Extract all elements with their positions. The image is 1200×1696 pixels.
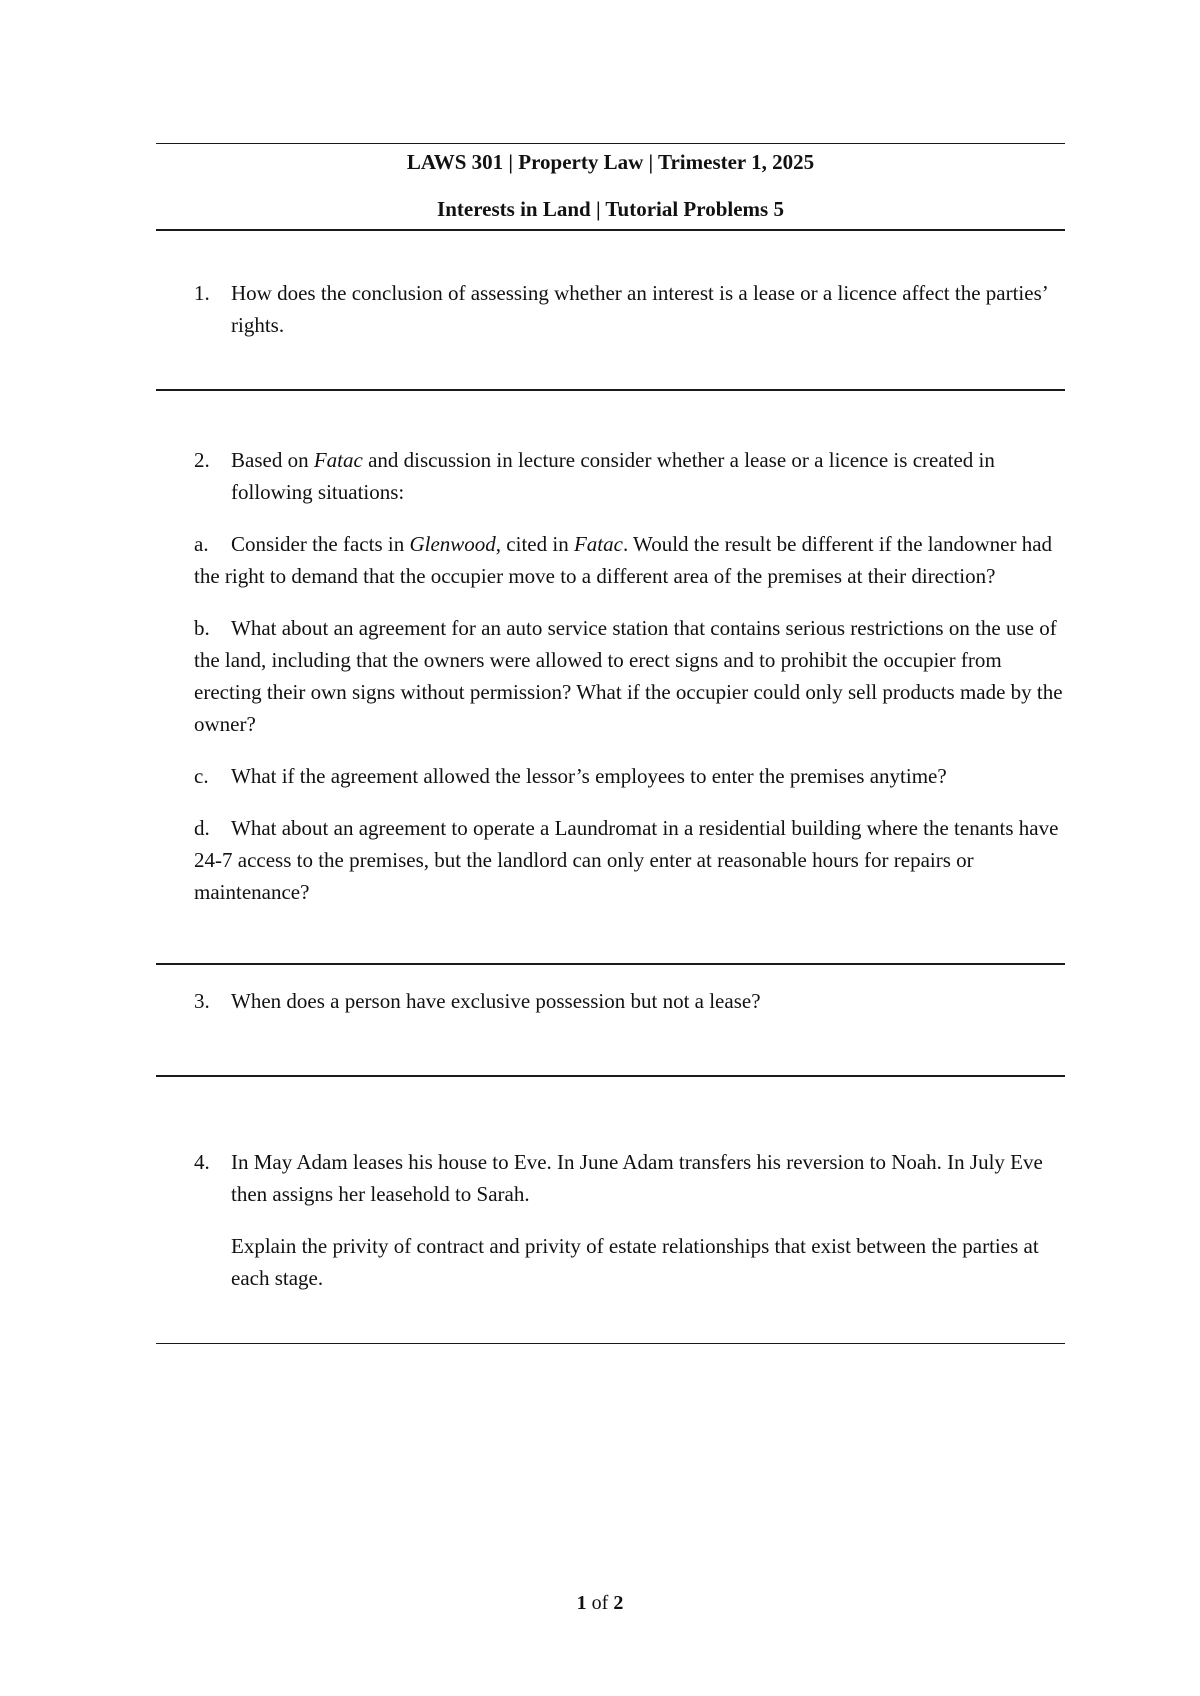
sub-question-text: What about an agreement for an auto service station that contains serious restrictions on the use of the land, including that the owners were allowed to erect signs and to prohibit the occupier from erecting their own signs without permission? What if the occupier could only sell products made by the owner?	[194, 616, 1063, 736]
course-title: LAWS 301 | Property Law | Trimester 1, 2025	[406, 150, 815, 174]
question-3	[156, 985, 1065, 1017]
question-number: 3.	[194, 989, 210, 1013]
sub-question-text: What if the agreement allowed the lessor’s employees to enter the premises anytime?	[231, 764, 947, 788]
page-number: 1 of 2	[576, 1592, 624, 1614]
top-rule	[156, 143, 1065, 144]
header-rule	[156, 229, 1065, 231]
case-name: Fatac	[573, 532, 623, 556]
case-name: Glenwood	[409, 532, 496, 556]
question-1	[156, 277, 1065, 341]
sub-question-label: c.	[194, 764, 209, 788]
section-rule	[156, 389, 1065, 391]
case-name: Fatac	[313, 448, 363, 472]
question-text: Based on Fatac and discussion in lecture consider whether a lease or a licence is created in following situations:	[231, 448, 995, 504]
sub-question-label: d.	[194, 816, 210, 840]
bottom-rule	[156, 1343, 1065, 1344]
sub-question-label: b.	[194, 616, 210, 640]
question-number: 1.	[194, 281, 210, 305]
sub-question-text: What about an agreement to operate a Laundromat in a residential building where the tenants have 24-7 access to the premises, but the landlord can only enter at reasonable hours for repairs or maintenance?	[194, 816, 1059, 904]
question-number: 4.	[194, 1150, 210, 1174]
question-text: In May Adam leases his house to Eve. In June Adam transfers his reversion to Noah. In July Eve then assigns her leasehold to Sarah.	[231, 1150, 1043, 1206]
sub-question-b	[156, 612, 1074, 740]
question-4-paragraph: Explain the privity of contract and privity of estate relationships that exist between the parties at each stage.	[231, 1234, 1039, 1290]
section-rule	[156, 1075, 1065, 1077]
tutorial-title: Interests in Land | Tutorial Problems 5	[437, 197, 784, 221]
question-text: How does the conclusion of assessing whether an interest is a lease or a licence affect the parties’ rights.	[231, 281, 1048, 337]
sub-question-a: a. Consider the facts in Glenwood, cited in Fatac. Would the result be different if the landowner had the right to demand that the occupier move to a different area of the premises at their direction?	[156, 528, 1074, 592]
document-page	[156, 143, 1065, 1344]
sub-question-c	[156, 760, 1074, 792]
section-rule	[156, 963, 1065, 965]
question-number: 2.	[194, 448, 210, 472]
question-4	[156, 1146, 1065, 1210]
question-text: When does a person have exclusive possession but not a lease?	[231, 989, 761, 1013]
sub-question-d	[156, 812, 1074, 908]
sub-question-label: a.	[194, 532, 209, 556]
question-2	[156, 444, 1065, 508]
